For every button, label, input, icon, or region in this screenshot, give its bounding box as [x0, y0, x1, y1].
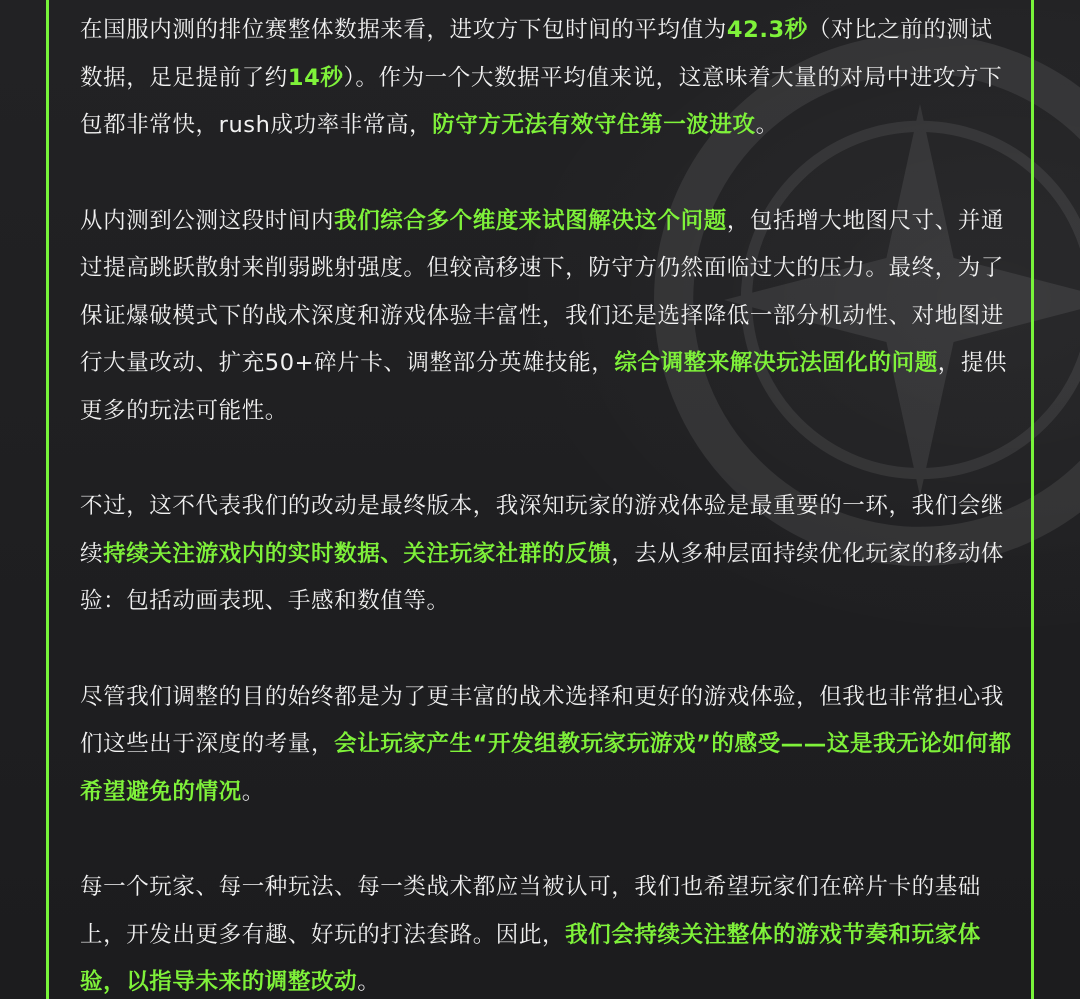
paragraph-3 — [80, 483, 1015, 626]
paragraph-1 — [80, 7, 1015, 150]
highlight-text: 我们综合多个维度来试图解决这个问题 — [334, 207, 727, 234]
text-run: ，包括增大地图尺寸、并通过提高跳跃散射来削弱跳射强度。但较高移速下，防守方仍然面临过大的压力。最终，为了保证爆破模式下的战术深度和游戏体验丰富性，我们还是选择降低一部分机动性、对地图进行大量改动、扩充50+碎片卡、调整部分英雄技能， — [80, 207, 1005, 376]
highlight-text: 防守方无法有效守住第一波进攻 — [432, 112, 756, 138]
highlight-text: 会让玩家产生“开发组教玩家玩游戏”的感受——这是我无论如何都希望避免的情况 — [80, 731, 1012, 805]
highlight-text: 持续关注游戏内的实时数据、关注玩家社群的反馈 — [103, 540, 612, 567]
highlight-text: 14秒 — [287, 64, 344, 91]
highlight-text: 42.3秒 — [726, 17, 808, 43]
text-run: （对比之前的测试数据，足足提前了约 — [80, 17, 993, 91]
paragraph-5 — [80, 864, 1015, 999]
text-run: 不过，这不代表我们的改动是最终版本，我深知玩家的游戏体验是最重要的一环，我们会继续 — [80, 493, 1005, 567]
text-run: 。 — [241, 778, 265, 805]
highlight-text: 我们会持续关注整体的游戏节奏和玩家体验，以指导未来的调整改动 — [80, 921, 981, 995]
text-run: 每一个玩家、每一种玩法、每一类战术都应当被认可，我们也希望玩家们在碎片卡的基础上，开发出更多有趣、好玩的打法套路。因此， — [80, 874, 981, 948]
frame-left-border — [46, 0, 49, 999]
text-run: 。 — [755, 112, 779, 138]
text-run: ，去从多种层面持续优化玩家的移动体验：包括动画表现、手感和数值等。 — [80, 540, 1005, 614]
text-run: ）。作为一个大数据平均值来说，这意味着大量的对局中进攻方下包都非常快，rush成功率非常高， — [80, 64, 1003, 138]
frame-right-border — [1031, 0, 1034, 999]
text-run: 在国服内测的排位赛整体数据来看，进攻方下包时间的平均值为 — [80, 17, 727, 43]
text-run: ，提供更多的玩法可能性。 — [80, 350, 1008, 424]
paragraph-4 — [80, 674, 1015, 817]
highlight-text: 综合调整来解决玩法固化的问题 — [614, 350, 938, 376]
text-run: 。 — [357, 969, 381, 995]
paragraph-2 — [80, 198, 1015, 436]
text-run: 从内测到公测这段时间内 — [80, 207, 335, 234]
article-body — [80, 7, 1015, 999]
text-run: 尽管我们调整的目的始终都是为了更丰富的战术选择和更好的游戏体验，但我也非常担心我们这些出于深度的考量， — [80, 683, 1005, 757]
